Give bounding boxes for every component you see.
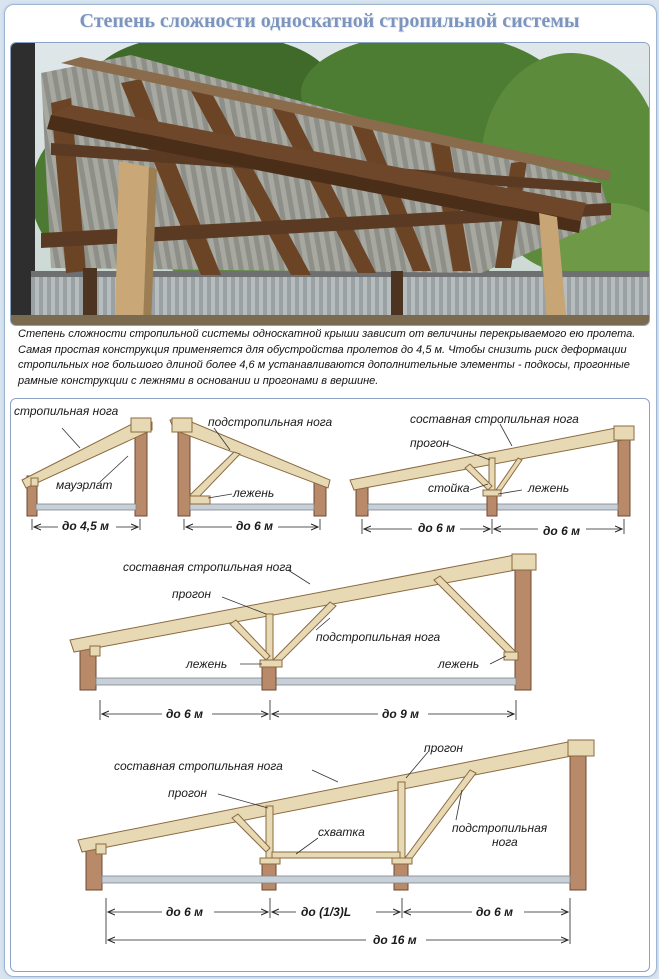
right-wall <box>515 566 531 690</box>
post-label: стойка <box>428 481 470 495</box>
left-brace <box>232 814 270 852</box>
ceiling-beam <box>102 876 570 883</box>
left-brace <box>230 620 270 660</box>
sill-leader <box>208 494 232 498</box>
right-brace <box>434 576 516 656</box>
wall-cap <box>172 418 192 432</box>
span-label: до 4,5 м <box>62 519 109 533</box>
brace-label: подстропильная нога <box>208 415 333 429</box>
mauerlat-label: мауэрлат <box>56 478 113 492</box>
span2-label: до (1/3)L <box>301 905 352 919</box>
rafter-leader <box>312 770 338 782</box>
purlin1-label: прогон <box>168 786 208 800</box>
rafter-label: составная стропильная нога <box>123 560 292 574</box>
mauerlat-block <box>31 478 38 486</box>
tie-label: схватка <box>318 825 365 839</box>
wall-cap <box>568 740 594 756</box>
purlin-label: прогон <box>172 587 212 601</box>
span2-label: до 6 м <box>543 524 580 538</box>
rafter-label: составная стропильная нога <box>410 412 579 426</box>
mauerlat-block <box>96 844 106 854</box>
ceiling-beam <box>190 504 314 510</box>
span1-label: до 6 м <box>166 905 203 919</box>
wall-cap <box>131 418 151 432</box>
rafter-leader <box>500 424 512 446</box>
sill-leader <box>498 490 522 494</box>
purlin2-label: прогон <box>424 741 464 755</box>
diagram-post-rafter <box>350 412 634 538</box>
right-wall <box>570 752 586 890</box>
sill-1 <box>260 858 280 864</box>
span1-label: до 6 м <box>166 707 203 721</box>
ceiling-beam <box>36 504 136 510</box>
left-wall <box>178 424 190 516</box>
wall-cap <box>512 554 536 570</box>
ceiling-beam <box>96 678 516 685</box>
diagram-braced-rafter <box>170 415 333 533</box>
diagram-9m-rafter <box>70 554 536 721</box>
brace-label: подстропильная нога <box>316 630 441 644</box>
total-span-label: до 16 м <box>373 933 417 947</box>
right-wall <box>618 430 630 516</box>
rafter-label: стропильная нога <box>14 404 119 418</box>
sill <box>504 652 518 660</box>
sill <box>260 660 282 667</box>
brace-label: подстропильная нога <box>452 821 548 849</box>
rafter-label: составная стропильная нога <box>114 759 283 773</box>
tie-beam <box>272 852 400 858</box>
sill2-label: лежень <box>438 657 480 671</box>
diagram-16m-rafter <box>78 740 594 947</box>
diagram-simple-rafter <box>14 404 152 533</box>
sill-label: лежень <box>233 486 275 500</box>
purlin1-leader <box>218 794 268 808</box>
sill <box>483 490 501 496</box>
span2-label: до 9 м <box>382 707 419 721</box>
purlin-label: прогон <box>410 436 450 450</box>
right-wall <box>135 424 147 516</box>
rafter-leader <box>62 428 80 448</box>
sill-2 <box>392 858 412 864</box>
middle-wall <box>262 664 276 690</box>
span1-label: до 6 м <box>418 521 455 535</box>
mauerlat-block <box>90 646 100 656</box>
middle-wall <box>487 494 497 516</box>
sill1-label: лежень <box>186 657 228 671</box>
page-title: Степень сложности односкатной стропильной системы <box>79 10 580 32</box>
description-text: Степень сложности стропильной системы односкатной крыши зависит от величины перекрываемого ею пролета. Самая простая конструкция применяется для обустройства пролетов до 4,5 м. Чтобы снизить риск деформации стропильных ног большого длиной более 4,6 м устанавливаются дополнительные элементы - подкосы, прогонные рамные конструкции с лежнями в основании и прогонами в вершине. <box>18 328 636 387</box>
sill-label: лежень <box>528 481 570 495</box>
span-label: до 6 м <box>236 519 273 533</box>
span3-label: до 6 м <box>476 905 513 919</box>
wall-cap <box>614 426 634 440</box>
sill <box>190 496 210 504</box>
